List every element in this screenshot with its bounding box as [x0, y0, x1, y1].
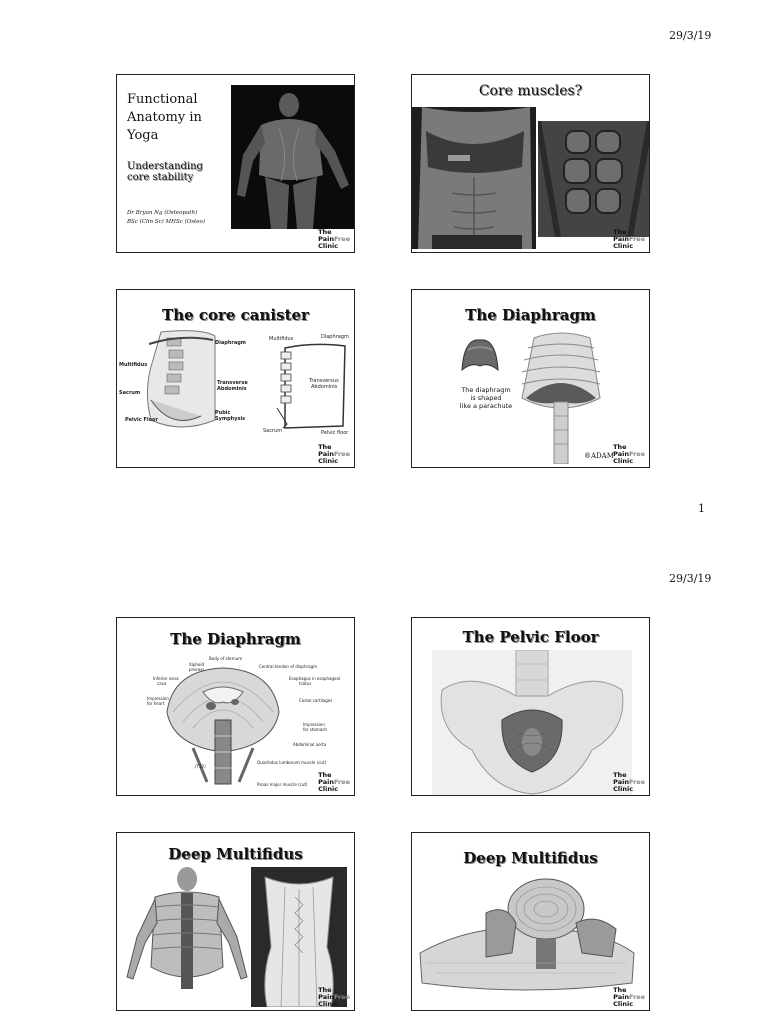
label-abdominis: Abdominis	[217, 386, 247, 392]
label-pelvic-floor: Pelvic Floor	[125, 417, 158, 423]
slide-subtitle-line: core stability	[127, 172, 194, 183]
label-transverse: Transverse	[217, 380, 248, 386]
abs-closeup-image	[538, 121, 650, 237]
label-pubic: Pubic	[215, 410, 231, 416]
author-line: Dr Bryan Ng (Osteopath)	[127, 210, 198, 216]
ribcage-diaphragm-image	[514, 328, 608, 464]
pelvic-floor-image	[432, 650, 632, 796]
pain-free-clinic-logo: The PainFree Clinic	[613, 771, 645, 793]
label-psoas: Psoas major muscle (cut)	[257, 782, 308, 787]
label-pelvic-floor-2: Pelvic floor	[321, 430, 349, 436]
label-esophagus: Esophagus in esophageal	[289, 676, 341, 681]
back-muscles-image	[125, 867, 249, 1007]
pain-free-clinic-logo: The PainFree Clinic	[318, 443, 350, 465]
slide-title-line: Functional	[127, 92, 198, 107]
label-multifidus-2: Multifidus	[269, 336, 294, 342]
page-date: 29/3/19	[669, 29, 712, 42]
label-abdominal-aorta: Abdominal aorta	[293, 742, 327, 747]
slide-title-line: Yoga	[127, 128, 159, 143]
label-diaphragm-2: Diaphragm	[321, 334, 349, 340]
slide-title-line: Anatomy in	[127, 110, 202, 125]
diaphragm-inferior-view-image	[163, 662, 283, 786]
slide-functional-anatomy	[116, 74, 355, 253]
label-sacrum-2: Sacrum	[263, 428, 283, 434]
adam-credit: ®ADAM	[584, 452, 614, 460]
slide-diaphragm-parachute	[411, 289, 650, 468]
slide-title: The Pelvic Floor	[462, 628, 599, 646]
pain-free-clinic-logo: The PainFree Clinic	[318, 986, 350, 1008]
pain-free-clinic-logo: The PainFree Clinic	[613, 986, 645, 1008]
slide-title: The Diaphragm	[170, 630, 301, 648]
diaphragm-dome-image	[460, 336, 500, 380]
slide-deep-multifidus-1	[116, 832, 355, 1011]
corset-image	[251, 867, 347, 1007]
page-date: 29/3/19	[669, 572, 712, 585]
label-cava: cava	[157, 681, 167, 686]
label-impression-heart: Impression	[147, 696, 169, 701]
label-symphysis: Symphysis	[215, 416, 246, 422]
slide-pelvic-floor	[411, 617, 650, 796]
caption-line: The diaphragm	[461, 386, 511, 394]
caption-line: like a parachute	[459, 402, 513, 410]
label-abdominis-2: Abdominis	[311, 384, 338, 390]
anatomy-figure-image	[231, 85, 355, 229]
label-xiphoid: Xiphoid	[189, 662, 205, 667]
slide-core-muscles	[411, 74, 650, 253]
slide-core-canister	[116, 289, 355, 468]
slide-deep-multifidus-2	[411, 832, 650, 1011]
label-quadratus: Quadratus lumborum muscle (cut)	[257, 760, 327, 765]
multifidus-cross-section-image	[416, 873, 638, 997]
label-vertebra: (T12)	[195, 764, 206, 769]
core-canister-diagram-left	[141, 330, 221, 430]
label-for-heart: for heart	[147, 701, 165, 706]
slide-title: The core canister	[162, 306, 309, 324]
slide-title: Deep Multifidus	[168, 845, 303, 863]
label-impression-stomach: Impression	[303, 722, 325, 727]
label-central-tendon: Central tendon of diaphragm	[259, 664, 318, 669]
slide-diaphragm-anatomy	[116, 617, 355, 796]
label-transversus: Transversus	[309, 378, 339, 384]
slide-title: The Diaphragm	[465, 306, 596, 324]
label-inferior-vena: Inferior vena	[153, 676, 179, 681]
label-for-stomach: for stomach	[303, 727, 327, 732]
author-line: BSc (Clin Sc) MHSc (Osteo)	[127, 219, 205, 225]
slide-title: Deep Multifidus	[463, 849, 598, 867]
label-hiatus: hiatus	[299, 681, 312, 686]
label-process: process	[189, 667, 205, 672]
pain-free-clinic-logo: The PainFree Clinic	[613, 443, 645, 465]
pain-free-clinic-logo: The PainFree Clinic	[318, 228, 350, 250]
page-number: 1	[698, 502, 705, 515]
slide-subtitle-line: Understanding	[127, 161, 203, 172]
pain-free-clinic-logo: The PainFree Clinic	[318, 771, 350, 793]
label-multifidus: Multifidus	[119, 362, 148, 368]
abs-torso-image	[412, 107, 536, 249]
label-diaphragm: Diaphragm	[215, 340, 247, 346]
label-sacrum: Sacrum	[119, 390, 141, 396]
slide-title: Core muscles?	[478, 83, 583, 99]
label-body-sternum: Body of sternum	[209, 656, 243, 661]
label-costal-cartilages: Costal cartilages	[299, 698, 333, 703]
pain-free-clinic-logo: The PainFree Clinic	[613, 228, 645, 250]
caption-line: is shaped	[470, 394, 502, 402]
